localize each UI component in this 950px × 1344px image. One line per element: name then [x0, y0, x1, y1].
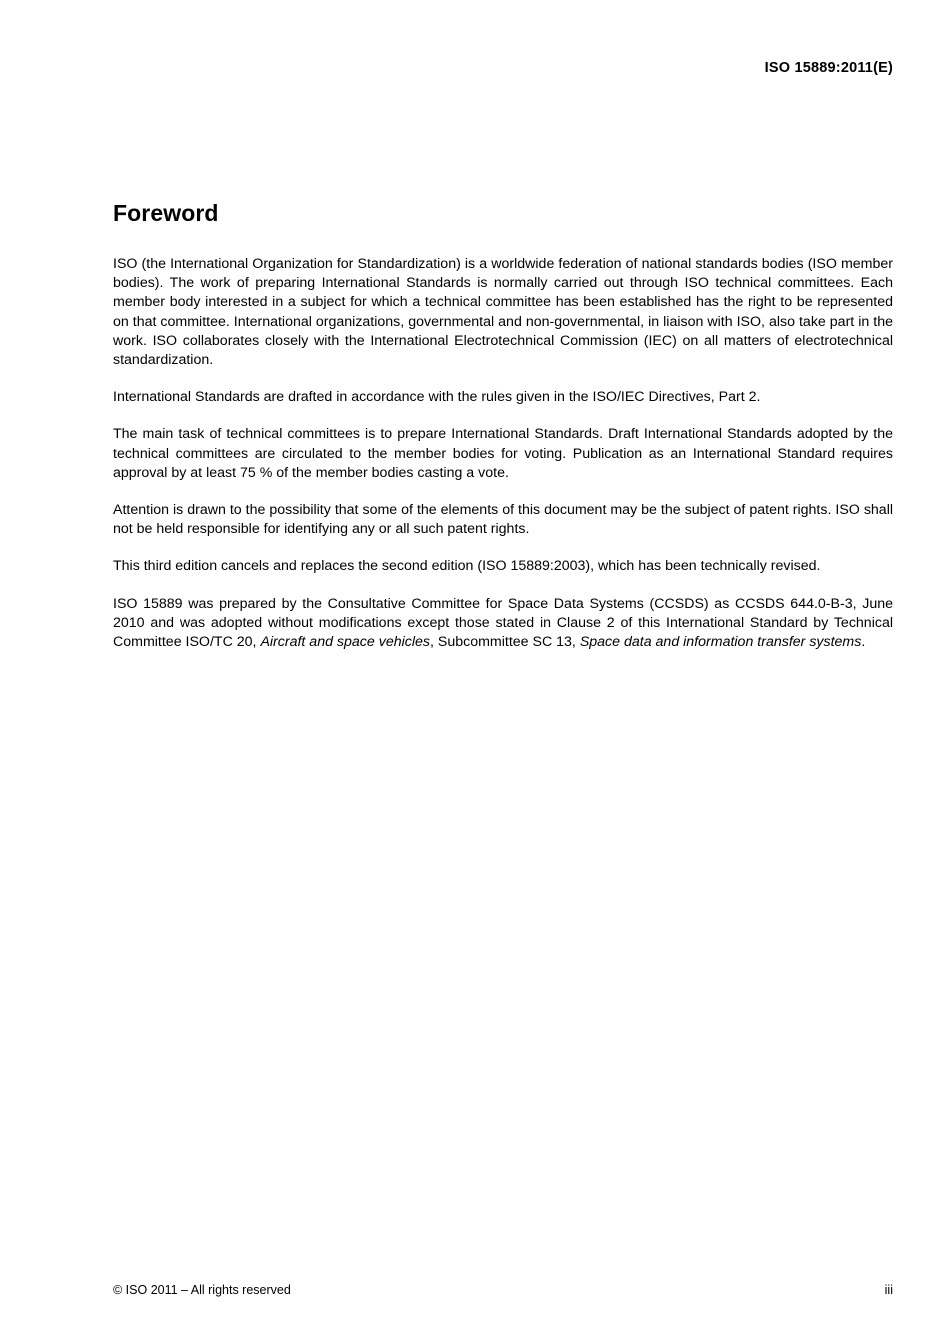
paragraph-text-segment-3: . — [861, 634, 866, 651]
document-content — [113, 200, 893, 652]
paragraph-italic-segment-1: Aircraft and space vehicles — [260, 634, 430, 651]
page-title: Foreword — [113, 200, 219, 226]
paragraph-text-segment-2: , Subcommittee SC 13, — [429, 634, 580, 651]
paragraph-italic-segment-2: Space data and information transfer systems — [579, 634, 862, 651]
foreword-paragraph-2: International Standards are drafted in accordance with the rules given in the ISO/IEC Directives, Part 2. — [113, 389, 761, 406]
foreword-paragraph-5: This third edition cancels and replaces the second edition (ISO 15889:2003), which has been technically revised. — [113, 558, 821, 575]
foreword-paragraph-6 — [113, 595, 893, 653]
page-header-standard-ref: ISO 15889:2011(E) — [764, 60, 893, 76]
foreword-paragraph-4: Attention is drawn to the possibility that some of the elements of this document may be the subject of patent rights. ISO shall not be held responsible for identifying any or all such patent rights. — [113, 502, 893, 538]
footer-page-number: iii — [884, 1283, 893, 1297]
paragraph-text-segment-1: ISO 15889 was prepared by the Consultative Committee for Space Data Systems (CCSDS) as CCSDS 644.0-B-3, June 2010 and was adopted without modifications except those stated in Clause 2 of this International Standard by Technical Committee ISO/TC 20, — [113, 595, 893, 651]
foreword-paragraph-3: The main task of technical committees is to prepare International Standards. Draft International Standards adopted by the technical committees are circulated to the member bodies for voting. Publication as an International Standard requires approval by at least 75 % of the member bodies casting a vote. — [113, 426, 893, 481]
page-footer — [113, 1283, 893, 1297]
foreword-paragraph-1: ISO (the International Organization for Standardization) is a worldwide federation of national standards bodies (ISO member bodies). The work of preparing International Standards is normally carried out through ISO technical committees. Each member body interested in a subject for which a technical committee has been established has the right to be represented on that committee. International organizations, governmental and non-governmental, in liaison with ISO, also take part in the work. ISO collaborates closely with the International Electrotechnical Commission (IEC) on all matters of electrotechnical standardization. — [113, 256, 893, 369]
footer-copyright: © ISO 2011 – All rights reserved — [113, 1283, 291, 1297]
